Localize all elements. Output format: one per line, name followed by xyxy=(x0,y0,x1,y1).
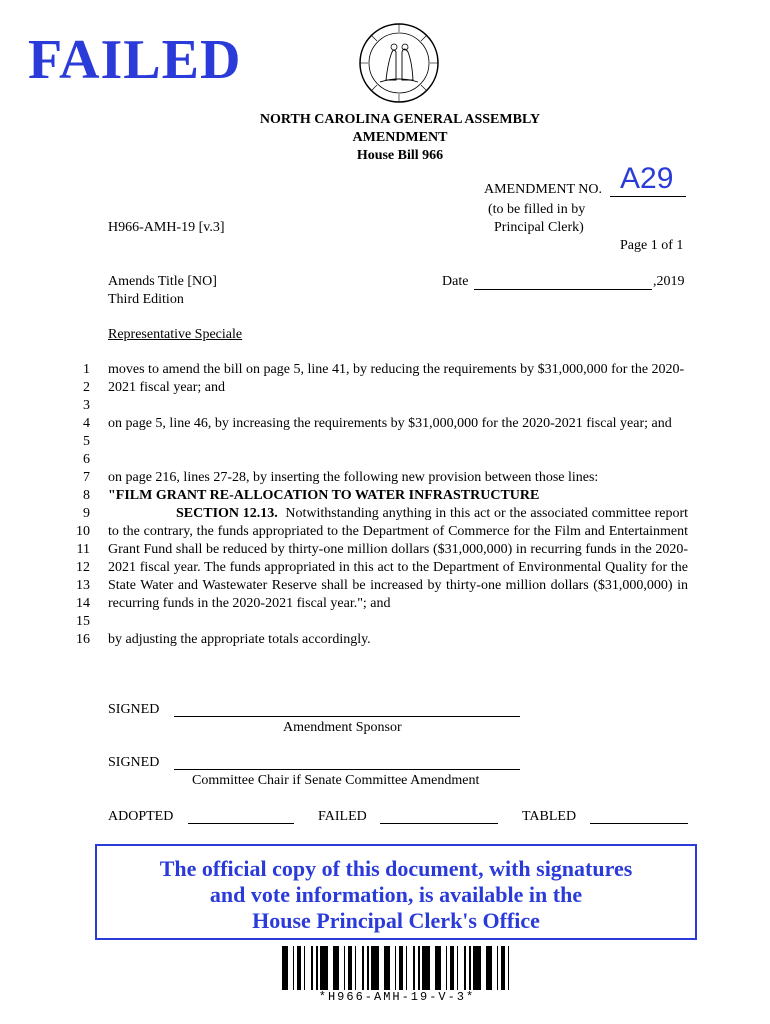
line-numbers xyxy=(60,361,90,649)
header-bill: House Bill 966 xyxy=(356,148,444,163)
adopted-line xyxy=(188,823,294,824)
barcode-text: *H966-AMH-19-V-3* xyxy=(318,990,476,1004)
line-number: 12 xyxy=(76,560,90,575)
line-number: 13 xyxy=(76,578,90,593)
amendment-no-value: A29 xyxy=(620,162,674,195)
section-heading: "FILM GRANT RE-ALLOCATION TO WATER INFRASTRUCTURE xyxy=(108,488,540,503)
sponsor-signature-line xyxy=(174,716,520,717)
representative: Representative Speciale xyxy=(108,327,243,342)
line-number: 8 xyxy=(83,488,90,503)
date-label: Date xyxy=(442,274,469,289)
fill-note-2: Principal Clerk) xyxy=(494,220,584,235)
failed-label: FAILED xyxy=(318,809,367,824)
notice-line-1: The official copy of this document, with signatures xyxy=(159,856,633,881)
line-number: 15 xyxy=(76,614,90,629)
line-number: 11 xyxy=(76,542,90,557)
chair-signature-line xyxy=(174,769,520,770)
tabled-line xyxy=(590,823,688,824)
line-number: 10 xyxy=(76,524,90,539)
amendment-no-underline xyxy=(610,196,686,197)
notice-line-3: House Principal Clerk's Office xyxy=(252,908,540,933)
fill-note-1: (to be filled in by xyxy=(488,202,586,217)
line-number: 2 xyxy=(83,380,90,395)
signed-label-2: SIGNED xyxy=(108,755,160,770)
line-number: 14 xyxy=(76,596,90,611)
paragraph-1: moves to amend the bill on page 5, line 41, by reducing the requirements by $31,000,000 for the 2020-2021 fiscal year; and xyxy=(108,362,685,395)
amendment-no-label: AMENDMENT NO. xyxy=(484,182,602,197)
tabled-label: TABLED xyxy=(522,809,577,824)
line-number: 16 xyxy=(76,632,90,647)
chair-caption: Committee Chair if Senate Committee Amendment xyxy=(192,773,480,788)
line-number: 7 xyxy=(83,470,90,485)
barcode-icon xyxy=(282,946,512,990)
notice-line-2: and vote information, is available in the xyxy=(209,882,583,907)
line-number: 4 xyxy=(83,416,90,431)
paragraph-2: on page 5, line 46, by increasing the requirements by $31,000,000 for the 2020-2021 fiscal year; and xyxy=(108,416,672,431)
date-line xyxy=(474,289,652,290)
header-assembly: NORTH CAROLINA GENERAL ASSEMBLY xyxy=(259,112,541,127)
line-number: 9 xyxy=(83,506,90,521)
section-number: SECTION 12.13. xyxy=(176,506,278,521)
line-number: 6 xyxy=(83,452,90,467)
paragraph-4: by adjusting the appropriate totals accordingly. xyxy=(108,632,371,647)
signed-label-1: SIGNED xyxy=(108,702,160,717)
document-id: H966-AMH-19 [v.3] xyxy=(108,220,225,235)
sponsor-caption: Amendment Sponsor xyxy=(283,720,402,735)
edition: Third Edition xyxy=(108,292,184,307)
paragraph-3: on page 216, lines 27-28, by inserting the following new provision between those lines: xyxy=(108,470,599,485)
line-number: 5 xyxy=(83,434,90,449)
failed-line xyxy=(380,823,498,824)
failed-stamp: FAILED xyxy=(28,29,242,91)
header-amendment: AMENDMENT xyxy=(352,130,448,145)
page-indicator: Page 1 of 1 xyxy=(620,238,684,253)
amends-title: Amends Title [NO] xyxy=(108,274,217,289)
line-number: 3 xyxy=(83,398,90,413)
line-number: 1 xyxy=(83,362,90,377)
adopted-label: ADOPTED xyxy=(108,809,174,824)
state-seal-icon xyxy=(358,22,440,104)
section-text: Notwithstanding anything in this act or the associated committee report to the contrary, the funds appropriated to the Department of Commerce for the Film and Entertainment Grant Fund shall be reduced by thirty-one million dollars ($31,000,000) in recurring funds in the 2020-2021 fiscal year. The funds appropriated in this act to the Department of Environmental Quality for the State Water and Wastewater Reserve shall be increased by thirty-one million dollars ($31,000,000) in recurring funds in the 2020-2021 fiscal year."; and xyxy=(108,506,689,611)
official-copy-notice xyxy=(95,844,697,940)
section-body xyxy=(108,505,688,613)
date-year: ,2019 xyxy=(653,274,685,289)
